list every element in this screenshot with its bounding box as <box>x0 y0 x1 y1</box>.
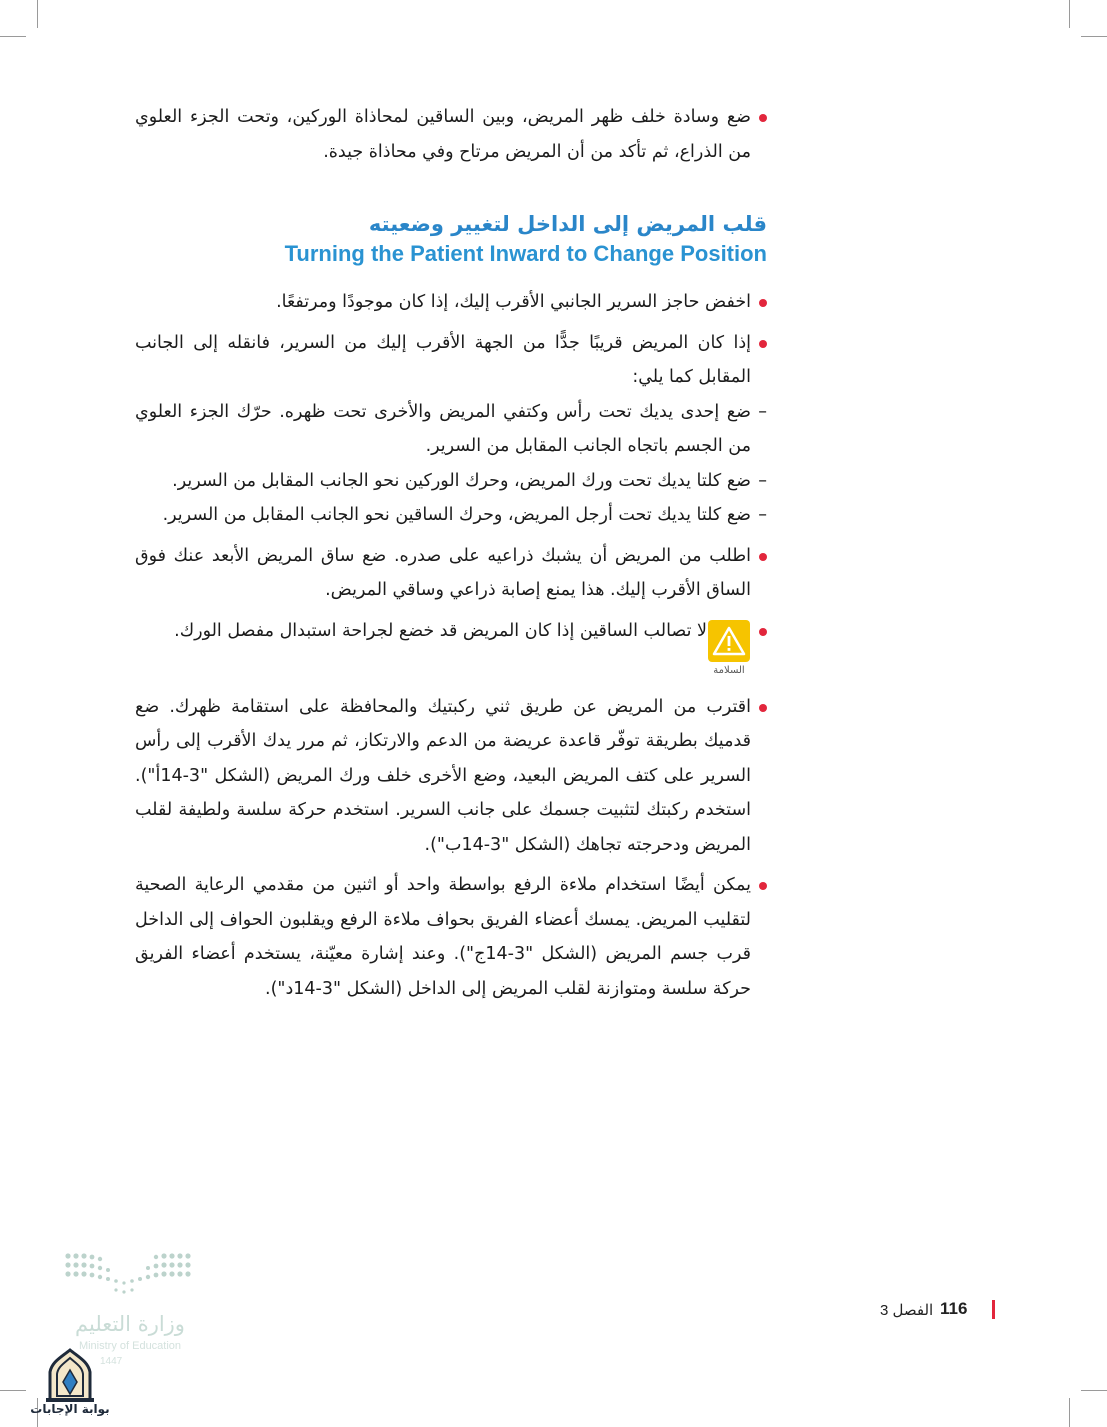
crop-mark <box>1069 1398 1070 1427</box>
bullet-dot <box>759 299 767 307</box>
bullet-dot <box>759 114 767 122</box>
dash-marker: – <box>758 505 767 525</box>
bullet-paragraph <box>135 868 767 1006</box>
bullet-paragraph <box>135 100 767 169</box>
footer-bar <box>992 1300 995 1319</box>
bullet-dot <box>759 340 767 348</box>
dash-marker: – <box>758 401 767 422</box>
crop-mark <box>1069 0 1070 28</box>
sub-item-text: ضع كلتا يديك تحت أرجل المريض، وحرك الساقين نحو الجانب المقابل من السرير. <box>162 505 751 525</box>
page-number: 116 <box>940 1299 968 1318</box>
bullet-text: اخفض حاجز السرير الجانبي الأقرب إليك، إذا كان موجودًا ومرتفعًا. <box>276 292 751 312</box>
bullet-dot <box>759 704 767 712</box>
ministry-name-arabic: وزارة التعليم <box>75 1312 185 1336</box>
section-heading <box>135 209 767 269</box>
safety-note <box>135 614 767 684</box>
bullet-paragraph <box>135 539 767 608</box>
sub-item <box>135 464 767 499</box>
bullet-text: اقترب من المريض عن طريق ثني ركبتيك والمحافظة على استقامة ظهرك. ضع قدميك بطريقة توفّر قاعدة عريضة من الدعم والارتكاز، ثم مرر يدك الأقرب إلى رأس السرير على كتف المريض البعيد، وضع الأخرى خلف ورك المريض (الشكل "3-14أ"). استخدم ركبتك لتثبيت جسمك على جانب السرير. استخدم حركة سلسة ولطيفة لقلب المريض ودحرجته تجاهك (الشكل "3-14ب"). <box>135 696 751 855</box>
safety-badge <box>707 620 751 677</box>
bullet-text: ضع وسادة خلف ظهر المريض، وبين الساقين لمحاذاة الوركين، وتحت الجزء العلوي من الذراع، ثم تأكد من أن المريض مرتاح وفي محاذاة جيدة. <box>135 107 751 162</box>
heading-arabic: قلب المريض إلى الداخل لتغيير وضعيته <box>368 212 767 236</box>
lantern-icon <box>30 1348 110 1404</box>
watermark-text: بوابة الإجابات <box>30 1402 110 1416</box>
crop-mark <box>0 1390 26 1391</box>
watermark-logo <box>30 1348 110 1424</box>
bullet-paragraph <box>135 326 767 395</box>
ministry-name-english: Ministry of Education <box>78 1340 182 1352</box>
chapter-label: الفصل 3 <box>880 1302 934 1319</box>
ministry-dots-icon <box>60 1248 200 1308</box>
safety-text: لا تصالب الساقين إذا كان المريض قد خضع لجراحة استبدال مفصل الورك. <box>174 620 707 641</box>
crop-mark <box>1081 36 1107 37</box>
page-footer <box>870 1299 1000 1321</box>
warning-triangle-icon <box>708 620 750 662</box>
heading-english: Turning the Patient Inward to Change Position <box>284 241 767 266</box>
bullet-group <box>135 326 767 533</box>
ministry-year: 1447 <box>100 1356 123 1367</box>
crop-mark <box>0 36 26 37</box>
sub-item <box>135 395 767 464</box>
sub-item-text: ضع إحدى يديك تحت رأس وكتفي المريض والأخرى تحت ظهره. حرّك الجزء العلوي من الجسم باتجاه الجانب المقابل من السرير. <box>135 401 751 456</box>
crop-mark <box>37 0 38 28</box>
page-content <box>135 100 767 1012</box>
sub-item-text: ضع كلتا يديك تحت ورك المريض، وحرك الوركين نحو الجانب المقابل من السرير. <box>172 470 751 491</box>
dash-marker: – <box>758 470 767 491</box>
safety-label: السلامة <box>713 664 745 676</box>
sub-item <box>135 498 767 533</box>
bullet-dot <box>759 882 767 890</box>
bullet-dot <box>759 553 767 561</box>
bullet-text: اطلب من المريض أن يشبك ذراعيه على صدره. ضع ساق المريض الأبعد عنك فوق الساق الأقرب إليك. هذا يمنع إصابة ذراعي وساقي المريض. <box>135 545 751 600</box>
bullet-paragraph <box>135 690 767 863</box>
crop-mark <box>1081 1390 1107 1391</box>
bullet-paragraph <box>135 285 767 320</box>
bullet-text: إذا كان المريض قريبًا جدًّا من الجهة الأقرب إليك من السرير، فانقله إلى الجانب المقابل كما يلي: <box>135 332 751 387</box>
bullet-text: يمكن أيضًا استخدام ملاءة الرفع بواسطة واحد أو اثنين من مقدمي الرعاية الصحية لتقليب المريض. يمسك أعضاء الفريق بحواف ملاءة الرفع ويقلبون الحواف إلى الداخل قرب جسم المريض (الشكل "3-14ج"). وعند إشارة معيّنة، يستخدم أعضاء الفريق حركة سلسة ومتوازنة لقلب المريض إلى الداخل (الشكل "3-14د"). <box>135 875 751 999</box>
bullet-dot <box>759 628 767 636</box>
